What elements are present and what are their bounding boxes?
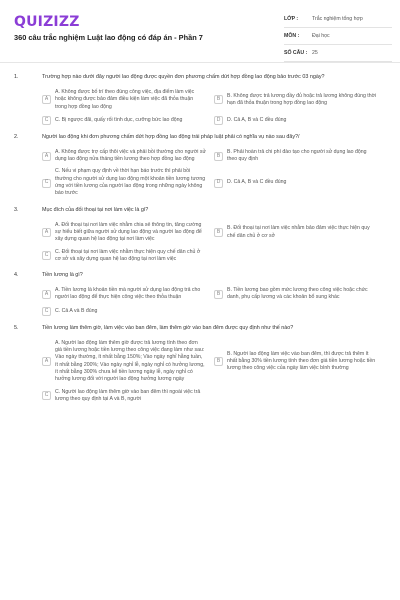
option-checkbox[interactable]: C xyxy=(42,179,51,188)
option-text: A. Không được trợ cấp thôi việc và phải bồi thường cho người sử dụng lao động nửa tháng tiền lương theo hợp đồng lao động xyxy=(55,148,206,163)
worksheet-meta xyxy=(284,11,392,62)
meta-row-count xyxy=(284,45,392,62)
question-number: 4. xyxy=(14,272,19,279)
option-c[interactable] xyxy=(42,116,206,125)
option-b[interactable] xyxy=(214,222,378,244)
worksheet-title: 360 câu trắc nghiệm Luật lao động có đáp án - Phần 7 xyxy=(14,33,203,42)
option-text: A. Đối thoại tại nơi làm việc nhằm chia sẻ thông tin, tăng cường sự hiểu biết giữa người sử dụng lao động và người lao động để xây dựng quan hệ lao động tại nơi làm việc xyxy=(55,221,202,243)
option-checkbox[interactable]: A xyxy=(42,228,51,237)
option-checkbox[interactable]: C xyxy=(42,307,51,316)
option-checkbox[interactable]: B xyxy=(214,290,223,299)
question-text: Tiền lương làm thêm giờ, làm việc vào ban đêm, làm thêm giờ vào ban đêm được quy định như thế nào? xyxy=(42,324,294,331)
option-checkbox[interactable]: B xyxy=(214,95,223,104)
question-text: Mục đích của đối thoại tại nơi làm việc là gì? xyxy=(42,206,149,213)
option-a[interactable] xyxy=(42,222,206,244)
question-number: 2. xyxy=(14,133,19,140)
option-text: B. Đối thoại tại nơi làm việc nhằm bảo đảm việc thực hiện quy chế dân chủ ở cơ sở xyxy=(227,225,370,239)
option-checkbox[interactable]: D xyxy=(214,116,223,125)
option-c[interactable] xyxy=(42,249,206,264)
option-checkbox[interactable]: C xyxy=(42,116,51,125)
option-text: A. Người lao động làm thêm giờ được trả lương tính theo đơn giá tiền lương hoặc tiền lương theo công việc đang làm như sau: Vào ngày thường, ít nhất bằng 150%; Vào ngày nghỉ hằng tuần, ít nhất bằng 200%; Vào ngày nghỉ lễ, ngày nghỉ có hưởng lương, ít nhất bằng 300% chưa kể tiền lương ngày lễ, ngày nghỉ có hưởng lương đối với người lao động hưởng lương ngày xyxy=(55,339,205,383)
option-checkbox[interactable]: A xyxy=(42,290,51,299)
option-checkbox[interactable]: A xyxy=(42,357,51,366)
option-checkbox[interactable]: A xyxy=(42,152,51,161)
meta-row-class xyxy=(284,11,392,28)
quizizz-logo: QUIZIZZ xyxy=(14,14,80,30)
option-b[interactable] xyxy=(214,89,378,111)
option-checkbox[interactable]: B xyxy=(214,228,223,237)
question-5 xyxy=(0,325,400,403)
meta-key: MÔN : xyxy=(284,33,300,39)
option-text: C. Người lao động làm thêm giờ vào ban đêm thì ngoài việc trả lương theo quy định tại A và B, người xyxy=(55,388,201,402)
question-number: 5. xyxy=(14,324,19,331)
question-2 xyxy=(0,134,400,198)
option-b[interactable] xyxy=(214,149,378,164)
meta-row-subject xyxy=(284,28,392,45)
option-text: B. Tiền lương bao gồm mức lương theo công việc hoặc chức danh, phụ cấp lương và các khoản bổ sung khác xyxy=(227,287,368,301)
option-d[interactable] xyxy=(214,168,378,197)
option-b[interactable] xyxy=(214,340,378,384)
option-checkbox[interactable]: B xyxy=(214,357,223,366)
question-number: 1. xyxy=(14,74,19,80)
meta-key: LỚP : xyxy=(284,16,299,22)
option-text: D. Cả A, B và C đều đúng xyxy=(227,116,287,123)
option-text: B. Người lao động làm việc vào ban đêm, thì được trả thêm ít nhất bằng 30% tiền lương tính theo đơn giá tiền lương hoặc tiền lương theo công việc của ngày làm việc bình thường xyxy=(227,350,376,372)
option-checkbox[interactable]: A xyxy=(42,95,51,104)
question-3 xyxy=(0,207,400,263)
option-text: C. Nếu vi phạm quy định về thời hạn báo trước thì phải bồi thường cho người sử dụng lao động một khoản tiền lương tương ứng với tiền lương của người lao động trong những ngày không báo trước xyxy=(55,168,206,197)
option-checkbox[interactable]: B xyxy=(214,152,223,161)
option-a[interactable] xyxy=(42,149,206,164)
question-text: Tiền lương là gì? xyxy=(42,272,83,279)
option-a[interactable] xyxy=(42,287,206,302)
question-list xyxy=(0,74,400,412)
question-text: Người lao động khi đơn phương chấm dứt hợp đồng lao động trái pháp luật phải có nghĩa vụ nào sau đây?/ xyxy=(42,133,300,140)
option-text: A. Tiền lương là khoản tiền mà người sử dụng lao động trả cho người lao động để thực hiện công việc theo thỏa thuận xyxy=(55,287,201,301)
option-text: C. Bị ngược đãi, quấy rối tình dục, cưỡng bức lao động xyxy=(55,116,183,123)
question-1 xyxy=(0,74,400,125)
option-text: C. Cả A và B đúng xyxy=(55,307,98,314)
option-text: C. Đối thoại tại nơi làm việc nhằm thực hiện quy chế dân chủ ở cơ sở và xây dựng quan hệ lao động tại nơi làm việc xyxy=(55,248,201,262)
option-a[interactable] xyxy=(42,340,206,384)
option-text: B. Phải hoàn trả chi phí đào tạo cho người sử dụng lao động theo quy định xyxy=(227,148,367,163)
option-a[interactable] xyxy=(42,89,206,111)
option-text: A. Không được bố trí theo đúng công việc, địa điểm làm việc hoặc không được bảo đảm điều kiện làm việc đã thỏa thuận trong hợp đồng lao động xyxy=(55,89,195,110)
meta-value: Trắc nghiệm tổng hợp xyxy=(312,16,363,22)
meta-value: 25 xyxy=(312,50,318,56)
option-checkbox[interactable]: C xyxy=(42,391,51,400)
option-checkbox[interactable]: D xyxy=(214,179,223,188)
option-d[interactable] xyxy=(214,116,378,125)
option-text: B. Không được trả lương đầy đủ hoặc trả lương không đúng thời hạn đã thỏa thuận trong hợp đồng lao động xyxy=(227,92,377,106)
option-c[interactable] xyxy=(42,389,206,404)
worksheet-header xyxy=(0,0,400,63)
option-c[interactable] xyxy=(42,307,206,316)
meta-key: SỐ CÂU : xyxy=(284,50,308,56)
meta-value: Đại học xyxy=(312,33,330,39)
option-checkbox[interactable]: C xyxy=(42,251,51,260)
option-c[interactable] xyxy=(42,168,206,197)
question-4 xyxy=(0,272,400,316)
option-text: D. Cả A, B và C đều đúng xyxy=(227,179,287,186)
option-b[interactable] xyxy=(214,287,378,302)
question-number: 3. xyxy=(14,206,19,213)
question-text: Trường hợp nào dưới đây người lao động được quyền đơn phương chấm dứt hợp đồng lao động bảo trước 03 ngày? xyxy=(42,74,325,80)
